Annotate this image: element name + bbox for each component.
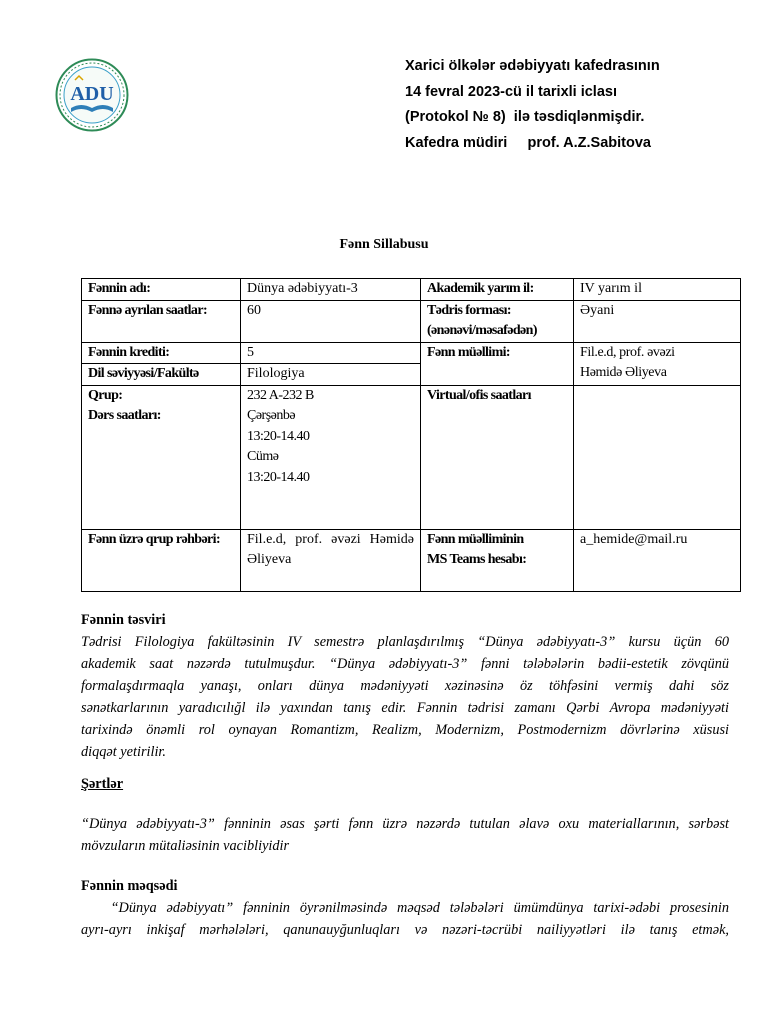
- university-logo: [55, 58, 129, 132]
- hours-label: Fənnə ayrılan saatlar:: [82, 300, 241, 342]
- table-row: [82, 385, 741, 529]
- hours-value: 60: [241, 300, 421, 342]
- section-title: Fənnin təsviri: [81, 612, 166, 628]
- approval-line: 14 fevral 2023-cü il tarixli iclası: [405, 83, 617, 100]
- paragraph-line: akademik saat nəzərdə tutulmuşdur. “Dünya ədəbiyyatı-3” fənni tələbələrin bədii-estetik zövqünü: [81, 656, 729, 672]
- teaching-form-label: Tədris forması: (ənənəvi/məsafədən): [421, 300, 574, 342]
- conditions-section: [81, 773, 729, 795]
- group-hours-value: 232 A-232 B Çərşənbə 13:20-14.40 Cümə 13:20-14.40: [241, 385, 421, 529]
- office-hours-label: Virtual/ofis saatları: [421, 385, 574, 529]
- paragraph-line: diqqət yetirilir.: [81, 744, 166, 760]
- approval-line: (Protokol № 8) ilə təsdiqlənmişdir.: [405, 109, 645, 125]
- syllabus-info-table: [81, 278, 741, 592]
- credit-label: Fənnin krediti:: [82, 342, 241, 364]
- teaching-form-value: Əyani: [574, 300, 741, 342]
- paragraph-line: “Dünya ədəbiyyatı-3” fənninin əsas şərti fənn üzrə nəzərdə tutulan əlavə oxu materiallarının, sərbəst: [81, 816, 729, 832]
- group-supervisor-label: Fənn üzrə qrup rəhbəri:: [82, 529, 241, 591]
- document-title: Fənn Sillabusu: [339, 237, 429, 252]
- table-row: [82, 529, 741, 591]
- semester-label: Akademik yarım il:: [421, 279, 574, 301]
- office-hours-value: [574, 385, 741, 529]
- table-row: [82, 342, 741, 364]
- course-name-label: Fənnin adı:: [82, 279, 241, 301]
- table-row: [82, 279, 741, 301]
- section-title: Şərtlər: [81, 776, 124, 792]
- language-faculty-value: Filologiya: [241, 364, 421, 386]
- course-goal-section: [81, 875, 729, 941]
- paragraph-line: sənətkarlarının yaradıcılığl ilə yaxından tanış edir. Fənnin tədrisi zamanı Qərbi Avropa mədəniyyəti: [81, 700, 729, 716]
- teams-account-value: a_hemide@mail.ru: [574, 529, 741, 591]
- paragraph-line: tarixində önəmli rol oynayan Romantizm, Realizm, Modernizm, Postmodernizm dövrlərinə xüsusi: [81, 722, 729, 738]
- paragraph-line: “Dünya ədəbiyyatı” fənninin öyrənilməsində məqsəd tələbələri ümümdünya tarixi-ədəbi prosesinin: [81, 900, 729, 916]
- semester-value: IV yarım il: [574, 279, 741, 301]
- course-description-section: [81, 609, 729, 763]
- approval-block: [405, 56, 660, 158]
- teacher-value: Fil.e.d, prof. əvəzi Həmidə Əliyeva: [574, 342, 741, 385]
- approval-line: Xarici ölkələr ədəbiyyatı kafedrasının: [405, 58, 660, 74]
- paragraph-line: ayrı-ayrı inkişaf mərhələləri, qanunauyğunluqları və nəzəri-təcrübi nailiyyətləri ilə tanış etmək,: [81, 922, 729, 938]
- language-faculty-label: Dil səviyyəsi/Fakültə: [82, 364, 241, 386]
- section-title: Fənnin məqsədi: [81, 878, 178, 894]
- group-supervisor-value: Fil.e.d, prof. əvəzi Həmidə Əliyeva: [241, 529, 421, 591]
- group-hours-label: Qrup: Dərs saatları:: [82, 385, 241, 529]
- svg-text:ADU: ADU: [70, 83, 114, 105]
- paragraph-line: formalaşdırmaqla yanaşı, onları dünya mədəniyyəti xəzinəsinə öz töhfəsini vermiş dahi söz: [81, 678, 729, 694]
- teams-account-label: Fənn müəlliminin MS Teams hesabı:: [421, 529, 574, 591]
- teacher-label: Fənn müəllimi:: [421, 342, 574, 385]
- approval-line: Kafedra müdiri prof. A.Z.Sabitova: [405, 134, 651, 151]
- conditions-text: [81, 813, 729, 857]
- table-row: [82, 300, 741, 342]
- paragraph-line: Tədrisi Filologiya fakültəsinin IV semestrə planlaşdırılmış “Dünya ədəbiyyatı-3” kursu üçün 60: [81, 634, 729, 650]
- credit-value: 5: [241, 342, 421, 364]
- paragraph-line: mövzuların mütaliəsinin vacibliyidir: [81, 838, 290, 854]
- course-name-value: Dünya ədəbiyyatı-3: [241, 279, 421, 301]
